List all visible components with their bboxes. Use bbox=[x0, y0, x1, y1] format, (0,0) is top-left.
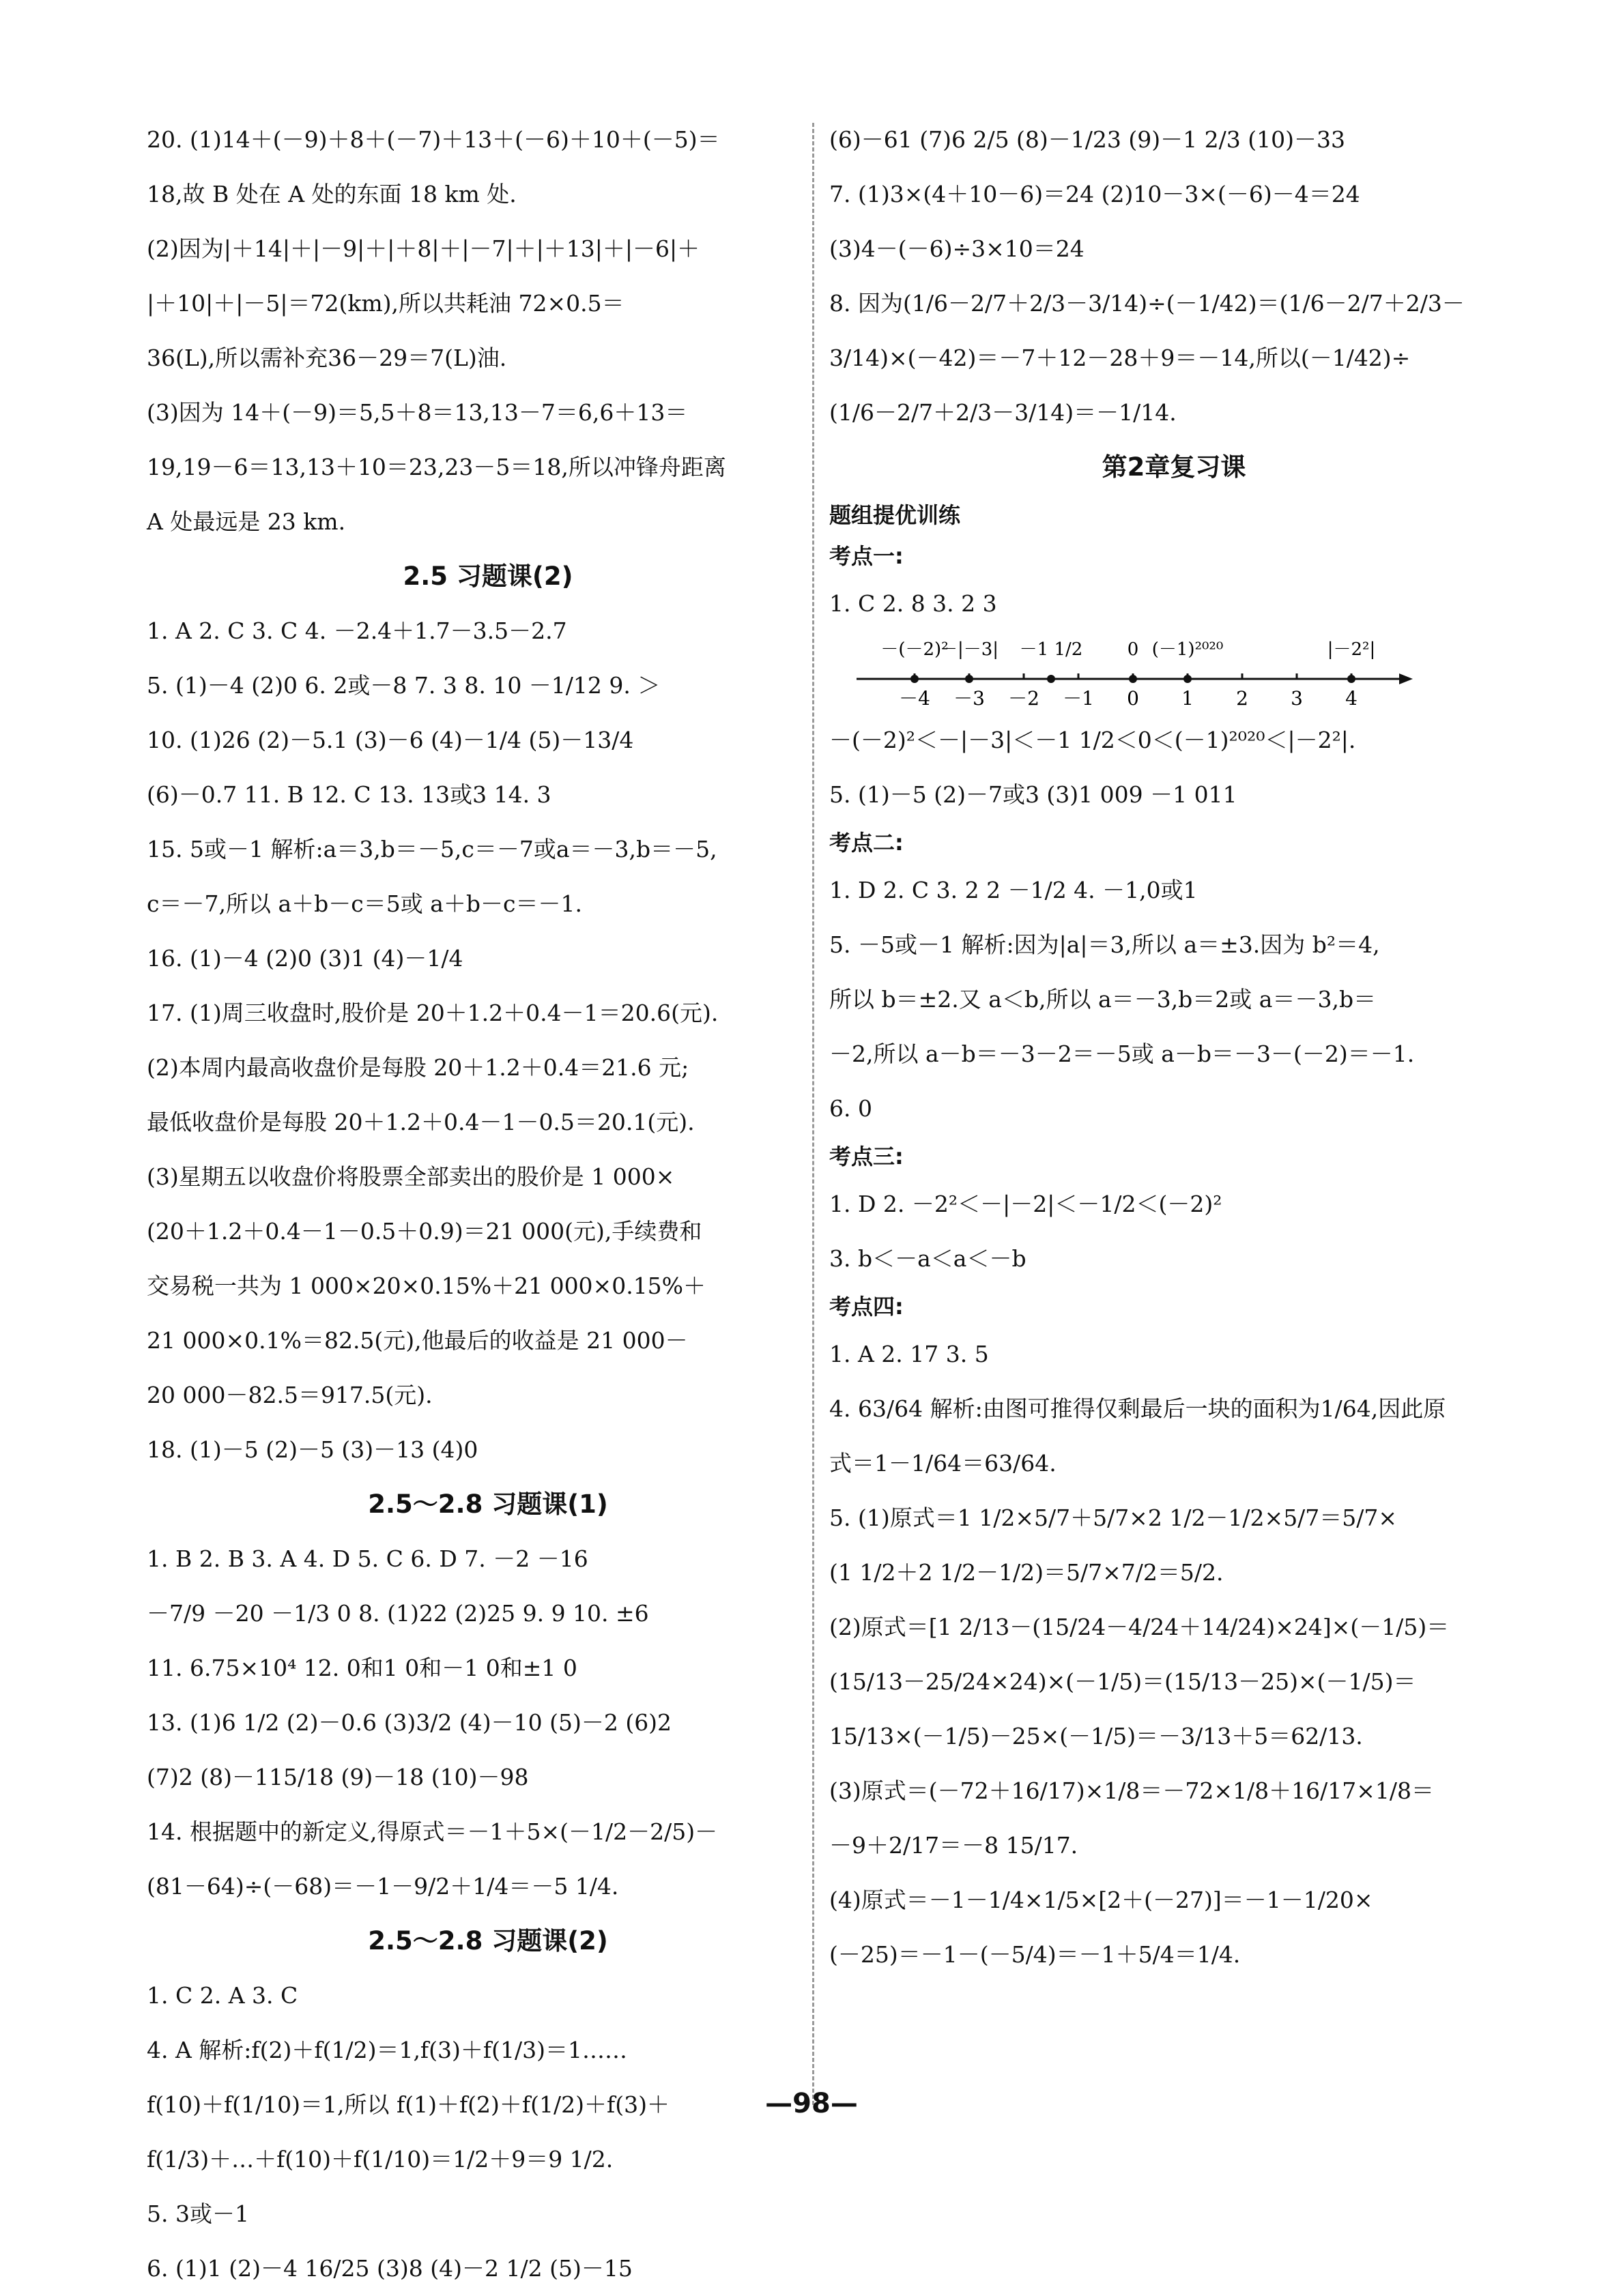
number-line-point bbox=[1183, 675, 1192, 683]
answer-line: 1. C 2. A 3. C bbox=[147, 1982, 298, 2009]
section-heading: 2.5～2.8 习题课(2) bbox=[368, 1926, 608, 1956]
answer-line: (6)－61 (7)6 2/5 (8)－1/23 (9)－1 2/3 (10)－33 bbox=[829, 126, 1345, 153]
answer-line: 5. －5或－1 解析:因为|a|＝3,所以 a＝±3.因为 b²＝4, bbox=[829, 931, 1380, 958]
answer-line: f(10)＋f(1/10)＝1,所以 f(1)＋f(2)＋f(1/2)＋f(3)＋ bbox=[147, 2091, 670, 2118]
answer-line: 15. 5或－1 解析:a＝3,b＝－5,c＝－7或a＝－3,b＝－5, bbox=[147, 836, 717, 862]
answer-line: 15/13×(－1/5)－25×(－1/5)＝－3/13＋5＝62/13. bbox=[829, 1723, 1363, 1749]
answer-line: (20＋1.2＋0.4－1－0.5＋0.9)＝21 000(元),手续费和 bbox=[147, 1218, 702, 1245]
number-line-tick-label: 2 bbox=[1236, 687, 1248, 710]
left-column bbox=[147, 113, 829, 2296]
number-line-tick-label: 4 bbox=[1345, 687, 1358, 710]
answer-line: (15/13－25/24×24)×(－1/5)＝(15/13－25)×(－1/5)＝ bbox=[829, 1668, 1416, 1695]
number-line-point-label: －1 1/2 bbox=[1019, 639, 1083, 660]
section-heading: 2.5 习题课(2) bbox=[403, 562, 573, 591]
answer-line: 18,故 B 处在 A 处的东面 18 km 处. bbox=[147, 181, 517, 207]
answer-line: (3)因为 14＋(－9)＝5,5＋8＝13,13－7＝6,6＋13＝ bbox=[147, 399, 688, 426]
number-line-tick-label: 1 bbox=[1181, 687, 1194, 710]
number-line-tick-label: 0 bbox=[1127, 687, 1139, 710]
answer-line: f(1/3)＋…＋f(10)＋f(1/10)＝1/2＋9＝9 1/2. bbox=[147, 2146, 614, 2173]
answer-line: 21 000×0.1%＝82.5(元),他最后的收益是 21 000－ bbox=[147, 1327, 688, 1354]
answer-line: 13. (1)6 1/2 (2)－0.6 (3)3/2 (4)－10 (5)－2 (6)2 bbox=[147, 1709, 672, 1736]
number-line-point-label: －(－2)² bbox=[880, 639, 949, 660]
answer-line: 5. (1)原式＝1 1/2×5/7＋5/7×2 1/2－1/2×5/7＝5/7× bbox=[829, 1505, 1398, 1531]
answer-line: －(－2)²＜－|－3|＜－1 1/2＜0＜(－1)²⁰²⁰＜|－2²|. bbox=[829, 727, 1356, 753]
answer-line: (7)2 (8)－115/18 (9)－18 (10)－98 bbox=[147, 1764, 529, 1790]
section-heading: 第2章复习课 bbox=[1102, 452, 1246, 482]
answer-line: 3/14)×(－42)＝－7＋12－28＋9＝－14,所以(－1/42)÷ bbox=[829, 345, 1411, 371]
answer-line: (－25)＝－1－(－5/4)＝－1＋5/4＝1/4. bbox=[829, 1941, 1241, 1968]
answer-line: 16. (1)－4 (2)0 (3)1 (4)－1/4 bbox=[147, 945, 463, 972]
answer-line: 1. A 2. C 3. C 4. －2.4＋1.7－3.5－2.7 bbox=[147, 617, 567, 644]
right-column bbox=[829, 113, 1519, 1982]
subsection-label: 考点二: bbox=[829, 830, 904, 856]
answer-line: 1. C 2. 8 3. 2 3 bbox=[829, 590, 997, 617]
answer-line: 17. (1)周三收盘时,股价是 20＋1.2＋0.4－1＝20.6(元). bbox=[147, 1000, 719, 1026]
section-heading: 2.5～2.8 习题课(1) bbox=[368, 1490, 608, 1519]
answer-line: (6)－0.7 11. B 12. C 13. 13或3 14. 3 bbox=[147, 781, 551, 808]
answer-line: 4. A 解析:f(2)＋f(1/2)＝1,f(3)＋f(1/3)＝1…… bbox=[147, 2037, 627, 2063]
answer-line: 式＝1－1/64＝63/64. bbox=[829, 1450, 1057, 1477]
answer-line: 3. b＜－a＜a＜－b bbox=[829, 1245, 1026, 1272]
answer-line: 10. (1)26 (2)－5.1 (3)－6 (4)－1/4 (5)－13/4 bbox=[147, 727, 634, 753]
answer-line: 1. D 2. C 3. 2 2 －1/2 4. －1,0或1 bbox=[829, 877, 1198, 903]
answer-line: 最低收盘价是每股 20＋1.2＋0.4－1－0.5＝20.1(元). bbox=[147, 1109, 695, 1135]
answer-line: －7/9 －20 －1/3 0 8. (1)22 (2)25 9. 9 10. ±6 bbox=[147, 1600, 649, 1627]
answer-line: (2)原式＝[1 2/13－(15/24－4/24＋14/24)×24]×(－1/5)＝ bbox=[829, 1614, 1450, 1640]
answer-line: (2)本周内最高收盘价是每股 20＋1.2＋0.4＝21.6 元; bbox=[147, 1054, 689, 1081]
number-line-point bbox=[910, 675, 919, 683]
answer-line: －2,所以 a－b＝－3－2＝－5或 a－b＝－3－(－2)＝－1. bbox=[829, 1041, 1415, 1067]
answer-line: 5. 3或－1 bbox=[147, 2200, 249, 2227]
answer-line: 19,19－6＝13,13＋10＝23,23－5＝18,所以冲锋舟距离 bbox=[147, 454, 726, 480]
number-line-point bbox=[965, 675, 973, 683]
number-line-point bbox=[1047, 675, 1055, 683]
number-line-arrow bbox=[1399, 673, 1413, 684]
number-line-point-label: |－2²| bbox=[1327, 639, 1376, 660]
subsection-label: 考点一: bbox=[829, 543, 904, 569]
answer-line: 1. A 2. 17 3. 5 bbox=[829, 1341, 989, 1367]
answer-line: 6. 0 bbox=[829, 1095, 872, 1122]
answer-line: 交易税一共为 1 000×20×0.15%＋21 000×0.15%＋ bbox=[147, 1273, 706, 1299]
answer-line: 所以 b＝±2.又 a＜b,所以 a＝－3,b＝2或 a＝－3,b＝ bbox=[829, 986, 1377, 1013]
answer-line: 20. (1)14＋(－9)＋8＋(－7)＋13＋(－6)＋10＋(－5)＝ bbox=[147, 126, 720, 153]
answer-line: －9＋2/17＝－8 15/17. bbox=[829, 1832, 1078, 1859]
answer-line: 1. D 2. －2²＜－|－2|＜－1/2＜(－2)² bbox=[829, 1191, 1222, 1217]
number-line-tick-label: －3 bbox=[953, 687, 985, 710]
answer-line: A 处最远是 23 km. bbox=[147, 508, 346, 535]
number-line-tick-label: －2 bbox=[1008, 687, 1039, 710]
answer-line: 20 000－82.5＝917.5(元). bbox=[147, 1382, 433, 1408]
answer-line: (4)原式＝－1－1/4×1/5×[2＋(－27)]＝－1－1/20× bbox=[829, 1887, 1373, 1913]
subsection-label: 题组提优训练 bbox=[829, 502, 961, 528]
answer-line: (3)4－(－6)÷3×10＝24 bbox=[829, 235, 1085, 262]
answer-line: |＋10|＋|－5|＝72(km),所以共耗油 72×0.5＝ bbox=[147, 290, 624, 317]
number-line-tick-label: －1 bbox=[1063, 687, 1094, 710]
number-line-point bbox=[1129, 675, 1137, 683]
number-line-point-label: 0 bbox=[1127, 639, 1139, 660]
number-line-point bbox=[1347, 675, 1355, 683]
answer-line: c＝－7,所以 a＋b－c＝5或 a＋b－c＝－1. bbox=[147, 890, 582, 917]
number-line-tick-label: 3 bbox=[1291, 687, 1303, 710]
number-line bbox=[850, 631, 1416, 713]
answer-line: 7. (1)3×(4＋10－6)＝24 (2)10－3×(－6)－4＝24 bbox=[829, 181, 1360, 207]
answer-line: 18. (1)－5 (2)－5 (3)－13 (4)0 bbox=[147, 1436, 478, 1463]
answer-line: 8. 因为(1/6－2/7＋2/3－3/14)÷(－1/42)＝(1/6－2/7＋2/3－ bbox=[829, 290, 1465, 317]
number-line-point-label: －|－3| bbox=[939, 639, 999, 660]
answer-line: (3)原式＝(－72＋16/17)×1/8＝－72×1/8＋16/17×1/8＝ bbox=[829, 1777, 1434, 1804]
answer-line: 6. (1)1 (2)－4 16/25 (3)8 (4)－2 1/2 (5)－15 bbox=[147, 2255, 633, 2282]
page-number: —98— bbox=[765, 2088, 858, 2119]
answer-line: 1. B 2. B 3. A 4. D 5. C 6. D 7. －2 －16 bbox=[147, 1545, 588, 1572]
answer-line: 5. (1)－5 (2)－7或3 (3)1 009 －1 011 bbox=[829, 781, 1237, 808]
answer-line: 14. 根据题中的新定义,得原式＝－1＋5×(－1/2－2/5)－ bbox=[147, 1818, 718, 1845]
subsection-label: 考点四: bbox=[829, 1294, 904, 1320]
answer-line: (1/6－2/7＋2/3－3/14)＝－1/14. bbox=[829, 399, 1177, 426]
number-line-tick-label: －4 bbox=[899, 687, 930, 710]
answer-line: (3)星期五以收盘价将股票全部卖出的股价是 1 000× bbox=[147, 1163, 675, 1190]
answer-line: (2)因为|＋14|＋|－9|＋|＋8|＋|－7|＋|＋13|＋|－6|＋ bbox=[147, 235, 700, 262]
subsection-label: 考点三: bbox=[829, 1144, 904, 1169]
number-line-point-label: (－1)²⁰²⁰ bbox=[1151, 639, 1224, 660]
answer-line: 5. (1)－4 (2)0 6. 2或－8 7. 3 8. 10 －1/12 9. ＞ bbox=[147, 672, 661, 699]
answer-line: 36(L),所以需补充36－29＝7(L)油. bbox=[147, 345, 507, 371]
answer-line: 4. 63/64 解析:由图可推得仅剩最后一块的面积为1/64,因此原 bbox=[829, 1395, 1446, 1422]
answer-line: 11. 6.75×10⁴ 12. 0和1 0和－1 0和±1 0 bbox=[147, 1655, 577, 1681]
answer-line: (81－64)÷(－68)＝－1－9/2＋1/4＝－5 1/4. bbox=[147, 1873, 619, 1900]
answer-line: (1 1/2＋2 1/2－1/2)＝5/7×7/2＝5/2. bbox=[829, 1559, 1224, 1586]
